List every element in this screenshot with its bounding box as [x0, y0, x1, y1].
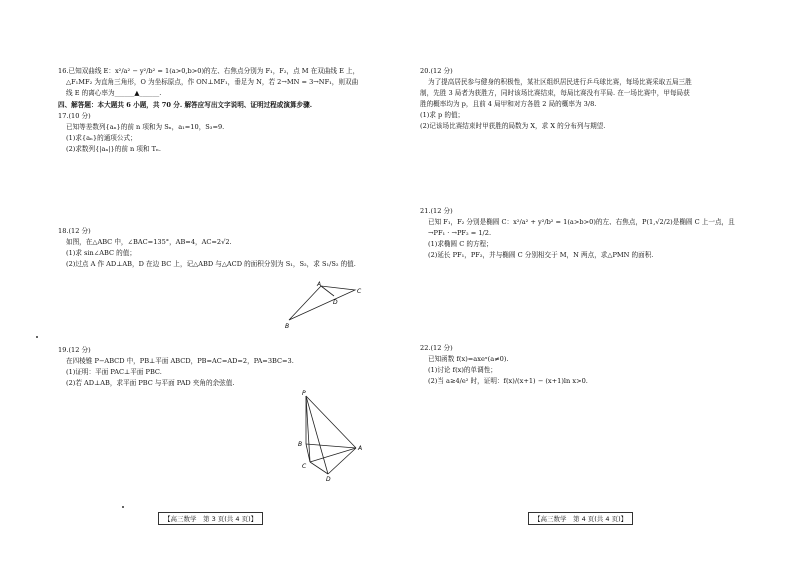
q20-line: (2)记该场比赛结束时甲获胜的局数为 X，求 X 的分布列与期望.: [420, 122, 606, 130]
q16-line: △F₁MF₂ 为直角三角形，O 为坐标原点，作 ON⊥MF₁，垂足为 N，若 2→MN = 3→NF₁，则双曲: [66, 78, 359, 86]
page-3-footer: 【高三数学 第 3 页(共 4 页)】: [158, 512, 263, 525]
q19-line: (1)证明：平面 PAC⊥平面 PBC.: [66, 368, 162, 376]
triangle-abc: [289, 286, 355, 320]
label-b: B: [298, 441, 303, 448]
q21-line: →PF₁ · →PF₂ = 1/2.: [428, 229, 492, 237]
q21-line: (1)求椭圆 C 的方程；: [428, 240, 493, 248]
scan-speck: [36, 336, 38, 338]
question-17: [58, 111, 403, 155]
q20-header: 20.(12 分): [420, 67, 453, 75]
label-c: C: [302, 463, 307, 470]
q21-line: 已知 F₁，F₂ 分别是椭圆 C：x²/a² + y²/b² = 1(a>b>0)的左、右焦点，P(1,√2/2)是椭圆 C 上一点，且: [428, 218, 735, 226]
q19-header: 19.(12 分): [58, 346, 91, 354]
scan-speck: [122, 506, 124, 508]
q18-line: (1)求 sin∠ABC 的值；: [66, 249, 136, 257]
question-16: [58, 66, 403, 99]
q18-line: 如图，在△ABC 中，∠BAC=135°，AB=4，AC=2√2.: [66, 238, 232, 246]
label-a: A: [358, 445, 363, 452]
label-d: D: [333, 299, 338, 306]
question-22: [420, 343, 765, 387]
q20-line: 胜的概率均为 p，且前 4 局甲和对方各胜 2 局的概率为 3/8.: [420, 100, 597, 108]
question-20: [420, 66, 765, 132]
edge-ba: [306, 444, 356, 448]
q22-line: 已知函数 f(x)=axeˣ(a≠0).: [428, 355, 509, 363]
pyramid-p-abcd-figure: [296, 388, 376, 483]
q18-header: 18.(12 分): [58, 227, 91, 235]
label-c: C: [357, 288, 362, 295]
q18-line: (2)过点 A 作 AD⊥AB，D 在边 BC 上，记△ABD 与△ACD 的面积分别为 S₁，S₂，求 S₁/S₂ 的值.: [66, 260, 356, 268]
question-18: [58, 226, 403, 270]
page-3-column: [58, 0, 403, 561]
q19-line: 在四棱锥 P−ABCD 中，PB⊥平面 ABCD，PB=AC=AD=2，PA=3BC=3.: [66, 357, 294, 365]
label-p: P: [302, 390, 306, 397]
q16-line: 16.已知双曲线 E：x²/a² − y²/b² = 1(a>0,b>0)的左、右焦点分别为 F₁，F₂，点 M 在双曲线 E 上，: [58, 67, 360, 75]
edge-ca: [310, 448, 356, 462]
q17-line: 已知等差数列{aₙ}的前 n 项和为 Sₙ，a₁=10，S₃=9.: [66, 123, 225, 131]
label-a: A: [317, 281, 322, 288]
q20-line: (1)求 p 的值；: [420, 111, 465, 119]
q21-header: 21.(12 分): [420, 207, 453, 215]
q17-line: (1)求{aₙ}的通项公式；: [66, 134, 137, 142]
section-4-heading: 四、解答题：本大题共 6 小题，共 70 分. 解答应写出文字说明、证明过程或演算步骤.: [58, 101, 313, 109]
q22-line: (1)讨论 f(x)的单调性；: [428, 366, 497, 374]
q17-line: (2)求数列{|aₙ|}的前 n 项和 Tₙ.: [66, 145, 161, 153]
label-d: D: [326, 476, 331, 483]
q22-line: (2)当 a≥4/e² 时，证明：f(x)/(x+1) − (x+1)ln x>0.: [428, 377, 588, 385]
question-21: [420, 206, 765, 261]
page-4-footer: 【高三数学 第 4 页(共 4 页)】: [528, 512, 633, 525]
q19-line: (2)若 AD⊥AB，求平面 PBC 与平面 PAD 夹角的余弦值.: [66, 379, 235, 387]
q17-header: 17.(10 分): [58, 112, 91, 120]
q20-line: 为了提高居民参与健身的积极性，某社区组织居民进行乒乓球比赛，每场比赛采取五局三胜: [428, 78, 692, 86]
q20-line: 制，先胜 3 局者为获胜方，同时该场比赛结束，每局比赛没有平局. 在一场比赛中，甲每局获: [420, 89, 690, 97]
q16-line: 线 E 的离心率为______▲______.: [66, 89, 162, 97]
triangle-abc-figure: [283, 278, 368, 330]
label-b: B: [285, 323, 290, 330]
page-4-column: [420, 0, 765, 561]
q21-line: (2)延长 PF₁，PF₂，并与椭圆 C 分别相交于 M，N 两点，求△PMN 的面积.: [428, 251, 654, 259]
question-19: [58, 345, 403, 389]
q22-header: 22.(12 分): [420, 344, 453, 352]
